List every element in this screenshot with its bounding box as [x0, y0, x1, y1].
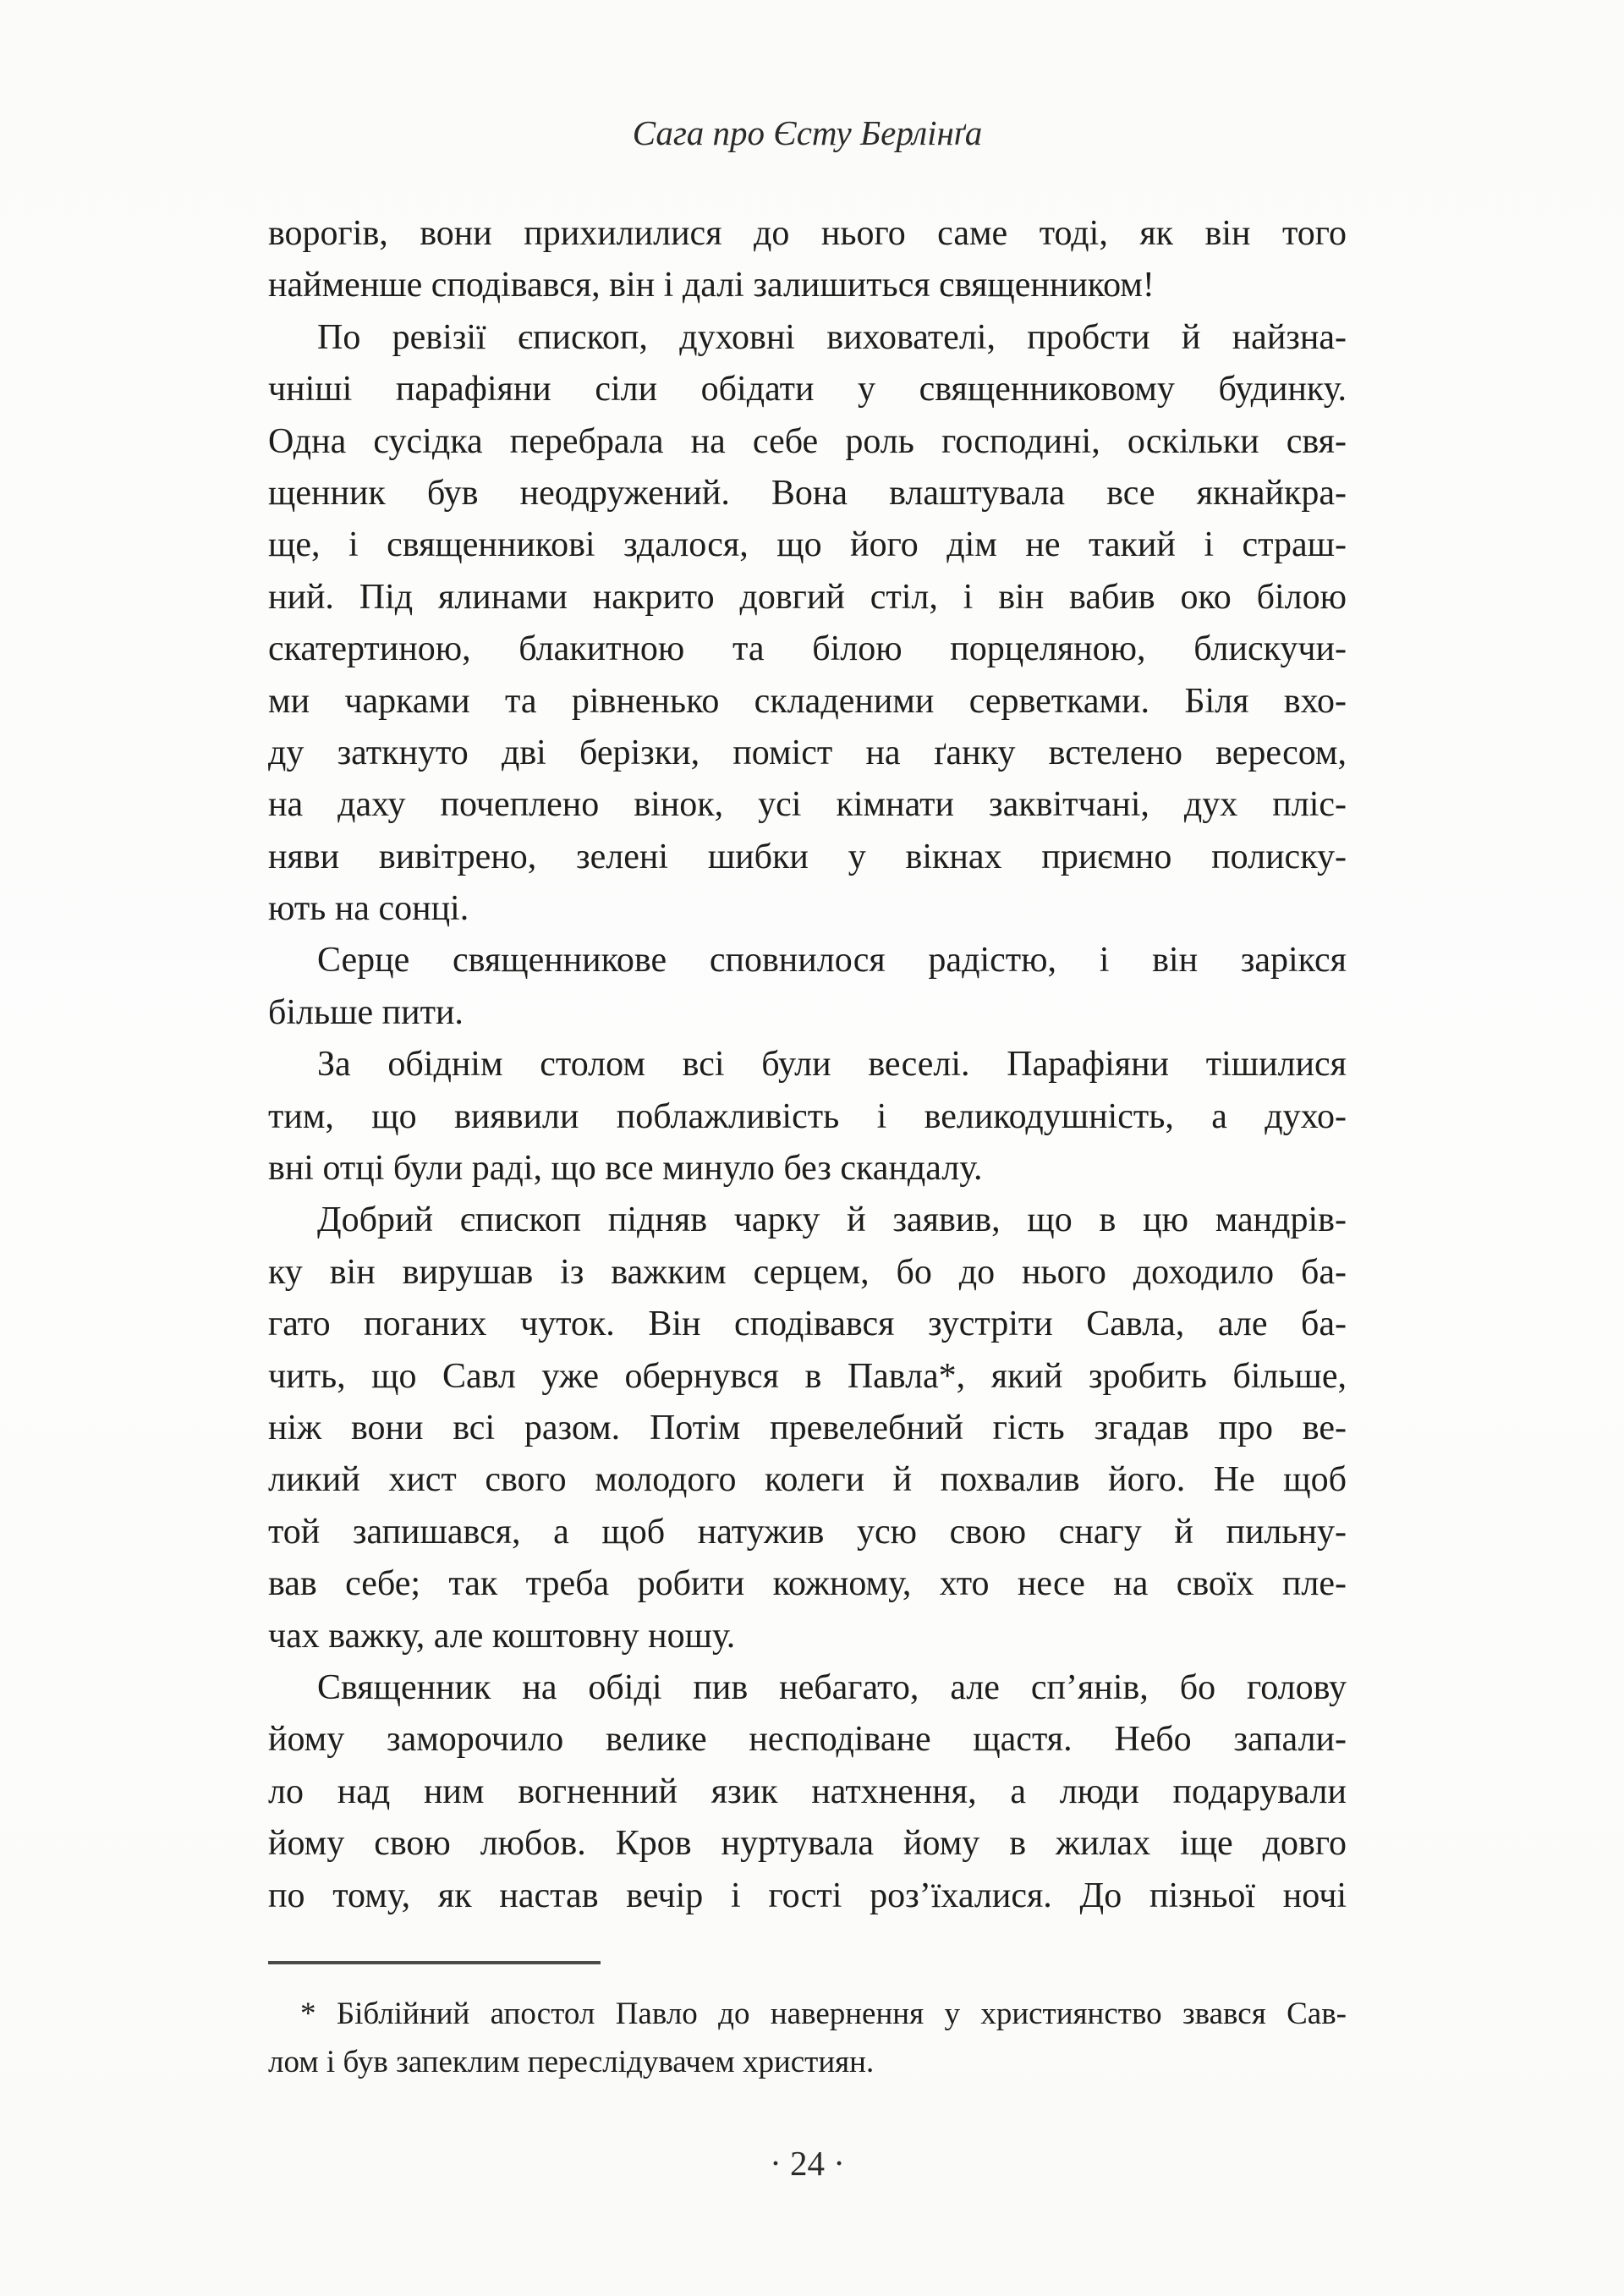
body-text-line: ку він вирушав із важким серцем, бо до нього доходило ба- [268, 1252, 1347, 1292]
body-text-line: більше пити. [268, 992, 464, 1032]
body-text [268, 208, 1347, 1922]
body-text-line: найменше сподівався, він і далі залишиться священником! [268, 266, 1155, 305]
body-text-line: скатертиною, блакитною та білою порцеляною, блискучи- [268, 629, 1347, 669]
body-text-line: ще, і священникові здалося, що його дім не такий і страш- [268, 525, 1347, 565]
body-text-line: йому свою любов. Кров нуртувала йому в жилах іще довго [268, 1824, 1347, 1864]
body-text-line: ють на сонці. [268, 889, 469, 929]
body-text-line: Одна сусідка перебрала на себе роль господині, оскільки свя- [268, 421, 1347, 461]
body-text-line: вав себе; так треба робити кожному, хто несе на своїх пле- [268, 1564, 1347, 1604]
body-text-line: на даху почеплено вінок, усі кімнати заквітчані, дух пліс- [268, 785, 1347, 825]
body-text-line: ворогів, вони прихилилися до нього саме тоді, як він того [268, 214, 1347, 253]
body-text-line: йому заморочило велике несподіване щастя. Небо запали- [268, 1720, 1347, 1760]
body-text-line: ду заткнуто дві берізки, поміст на ґанку встелено вересом, [268, 733, 1347, 772]
footnote-line: лом і був запеклим переслідувачем християн. [268, 2045, 875, 2079]
body-text-line: Серце священникове сповнилося радістю, і він зарікся [317, 941, 1347, 980]
running-header: Сага про Єсту Берлінґа [632, 113, 983, 152]
page-number: · 24 · [770, 2144, 845, 2183]
body-text-line: щенник був неодружений. Вона влаштувала все якнайкра- [268, 473, 1347, 513]
body-text-line: чніші парафіяни сіли обідати у священниковому будинку. [268, 370, 1347, 409]
body-text-line: гато поганих чуток. Він сподівався зустріти Савла, але ба- [268, 1305, 1347, 1344]
body-text-line: той запишався, а щоб натужив усю свою снагу й пильну- [268, 1512, 1347, 1552]
body-text-line: ний. Під ялинами накрито довгий стіл, і він вабив око білою [268, 577, 1347, 617]
body-text-line: вні отці були раді, що все минуло без скандалу. [268, 1149, 983, 1189]
body-text-line: тим, що виявили поблажливість і великодушність, а духо- [268, 1096, 1347, 1136]
body-text-line: ликий хист свого молодого колеги й похвалив його. Не щоб [268, 1460, 1347, 1500]
footnote [268, 1990, 1347, 2086]
body-text-line: Добрий єпископ підняв чарку й заявив, що в цю мандрів- [317, 1200, 1347, 1240]
body-text-line: няви вивітрено, зелені шибки у вікнах приємно полиску- [268, 837, 1347, 876]
body-text-line: ло над ним вогненний язик натхнення, а люди подарували [268, 1771, 1347, 1811]
body-text-line: За обіднім столом всі були веселі. Парафіяни тішилися [317, 1045, 1347, 1085]
body-text-line: по тому, як настав вечір і гості роз’їхалися. До пізньої ночі [268, 1876, 1347, 1915]
body-text-line: чах важку, але коштовну ношу. [268, 1616, 736, 1656]
footnote-line: * Біблійний апостол Павло до навернення у християнство звався Сав- [300, 1997, 1347, 2031]
body-text-line: чить, що Савл уже обернувся в Павла*, який зробить більше, [268, 1356, 1347, 1396]
body-text-line: ми чарками та рівненько складеними серветками. Біля вхо- [268, 681, 1347, 721]
body-text-line: ніж вони всі разом. Потім превелебний гість згадав про ве- [268, 1408, 1347, 1447]
body-text-line: По ревізії єпископ, духовні вихователі, пробсти й найзна- [317, 317, 1347, 357]
body-text-line: Священник на обіді пив небагато, але сп’янів, бо голову [317, 1667, 1347, 1707]
footnote-rule [268, 1961, 601, 1964]
